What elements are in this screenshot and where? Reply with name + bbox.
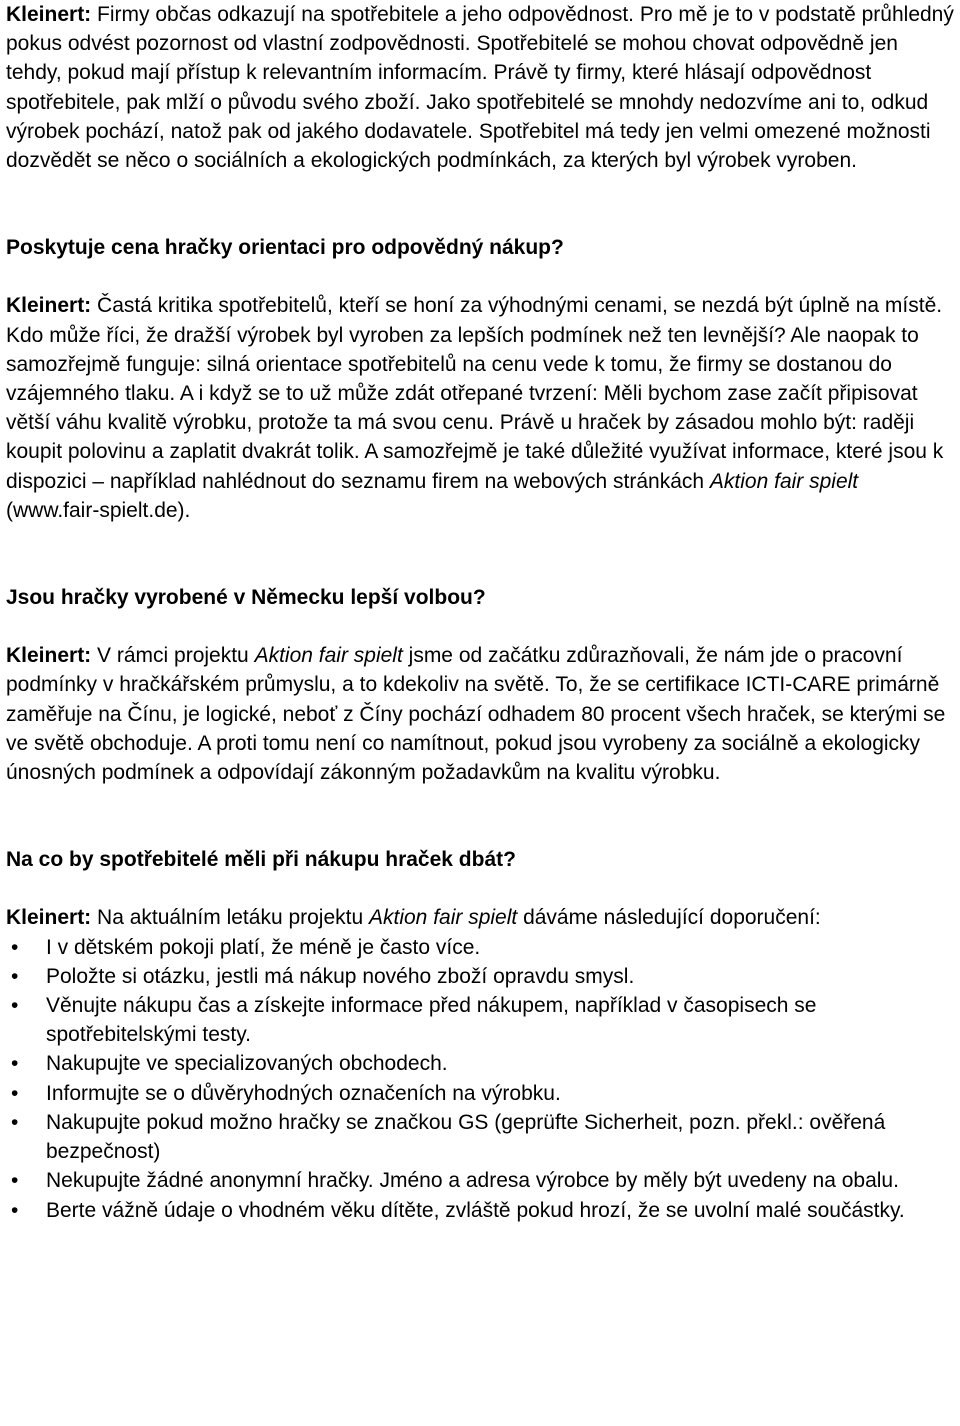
list-item-text: Nakupujte pokud možno hračky se značkou GS (geprüfte Sicherheit, pozn. překl.: ověřená bezpečnost) (46, 1110, 886, 1164)
list-item (6, 962, 956, 991)
answer-paragraph-price (6, 291, 956, 525)
list-item-text: I v dětském pokoji platí, že méně je často více. (46, 935, 481, 959)
question-heading-price: Poskytuje cena hračky orientaci pro odpovědný nákup? (6, 236, 564, 260)
project-name: Aktion fair spielt (254, 644, 403, 668)
list-item (6, 1108, 956, 1166)
bullet-icon: • (11, 994, 19, 1018)
list-item (6, 1049, 956, 1078)
list-item (6, 1196, 956, 1225)
speaker-label: Kleinert: (6, 906, 92, 930)
project-name: Aktion fair spielt (709, 469, 859, 493)
speaker-label: Kleinert: (6, 644, 92, 668)
list-item (6, 991, 956, 1049)
answer-text: Častá kritika spotřebitelů, kteří se honí za výhodnými cenami, se nezdá být úplně na místě. Kdo může říci, že dražší výrobek byl vyroben za lepších podmínek než ten levnější? Ale naopak to samozřejmě funguje: silná orientace spotřebitelů na cenu vede k tomu, že firmy se dostanou do vzájemného tlaku. A i když se to už může zdát otřepané tvrzení: Měli bychom zase začít připisovat větší váhu kvalitě výrobku, protože ta má svou cenu. Právě u hraček by zásadou mohlo být: raději koupit polovinu a zaplatit dvakrát tolik. A samozřejmě je také důležité využívat informace, které jsou k dispozici – například nahlédnout do seznamu firem na webových stránkách (6, 294, 944, 493)
list-item-text: Položte si otázku, jestli má nákup nového zboží opravdu smysl. (46, 964, 635, 988)
bullet-icon: • (11, 935, 19, 959)
question-heading-germany: Jsou hračky vyrobené v Německu lepší volbou? (6, 586, 486, 610)
answer-text: V rámci projektu (91, 644, 255, 668)
question-heading-advice: Na co by spotřebitelé měli při nákupu hraček dbát? (6, 848, 516, 872)
recommendation-list (6, 933, 956, 1225)
bullet-icon: • (11, 964, 19, 988)
list-item (6, 1166, 956, 1195)
answer-text-end: jsme od začátku zdůrazňovali, že nám jde o pracovní podmínky v hračkářském průmyslu, a to kdekoliv na světě. To, že se certifikace ICTI-CARE primárně zaměřuje na Čínu, je logické, neboť z Číny pochází odhadem 80 procent všech hraček, se kterými se ve světě obchoduje. A proti tomu není co namítnout, pokud jsou vyrobeny za sociálně a ekologicky únosných podmínek a odpovídají zákonným požadavkům na kvalitu výrobku. (6, 644, 946, 785)
bullet-icon: • (11, 1052, 19, 1076)
answer-paragraph-germany (6, 641, 956, 787)
list-item-text: Informujte se o důvěryhodných označeních na výrobku. (46, 1081, 561, 1105)
list-item (6, 933, 956, 962)
list-item-text: Nekupujte žádné anonymní hračky. Jméno a adresa výrobce by měly být uvedeny na obalu. (46, 1169, 899, 1193)
list-item-text: Věnujte nákupu čas a získejte informace před nákupem, například v časopisech se spotřebitelskými testy. (46, 994, 817, 1047)
answer-text-end: (www.fair-spielt.de). (6, 498, 191, 522)
intro-text: Firmy občas odkazují na spotřebitele a jeho odpovědnost. Pro mě je to v podstatě průhledný pokus odvést pozornost od vlastní zodpovědnosti. Spotřebitelé se mohou chovat odpovědně jen tehdy, pokud mají přístup k relevantním informacím. Právě ty firmy, které hlásají odpovědnost spotřebitele, pak mlží o původu svého zboží. Jako spotřebitelé se mnohdy nedozvíme ani to, odkud výrobek pochází, natož pak od jakého dodavatele. Spotřebitel má tedy jen velmi omezené možnosti dozvědět se něco o sociálních a ekologických podmínkách, za kterých byl výrobek vyroben. (6, 3, 954, 173)
bullet-icon: • (11, 1081, 19, 1105)
speaker-label: Kleinert: (6, 294, 92, 318)
list-item-text: Berte vážně údaje o vhodném věku dítěte, zvláště pokud hrozí, že se uvolní malé součástky. (46, 1198, 905, 1222)
list-item-text: Nakupujte ve specializovaných obchodech. (46, 1052, 448, 1076)
bullet-icon: • (11, 1169, 19, 1193)
answer-text-end: dáváme následující doporučení: (517, 906, 821, 930)
answer-paragraph-advice (6, 903, 956, 932)
intro-paragraph (6, 0, 956, 175)
bullet-icon: • (11, 1110, 19, 1134)
answer-text: Na aktuálním letáku projektu (91, 906, 369, 930)
list-item (6, 1079, 956, 1108)
bullet-icon: • (11, 1198, 19, 1222)
speaker-label: Kleinert: (6, 3, 92, 26)
project-name: Aktion fair spielt (369, 906, 518, 930)
